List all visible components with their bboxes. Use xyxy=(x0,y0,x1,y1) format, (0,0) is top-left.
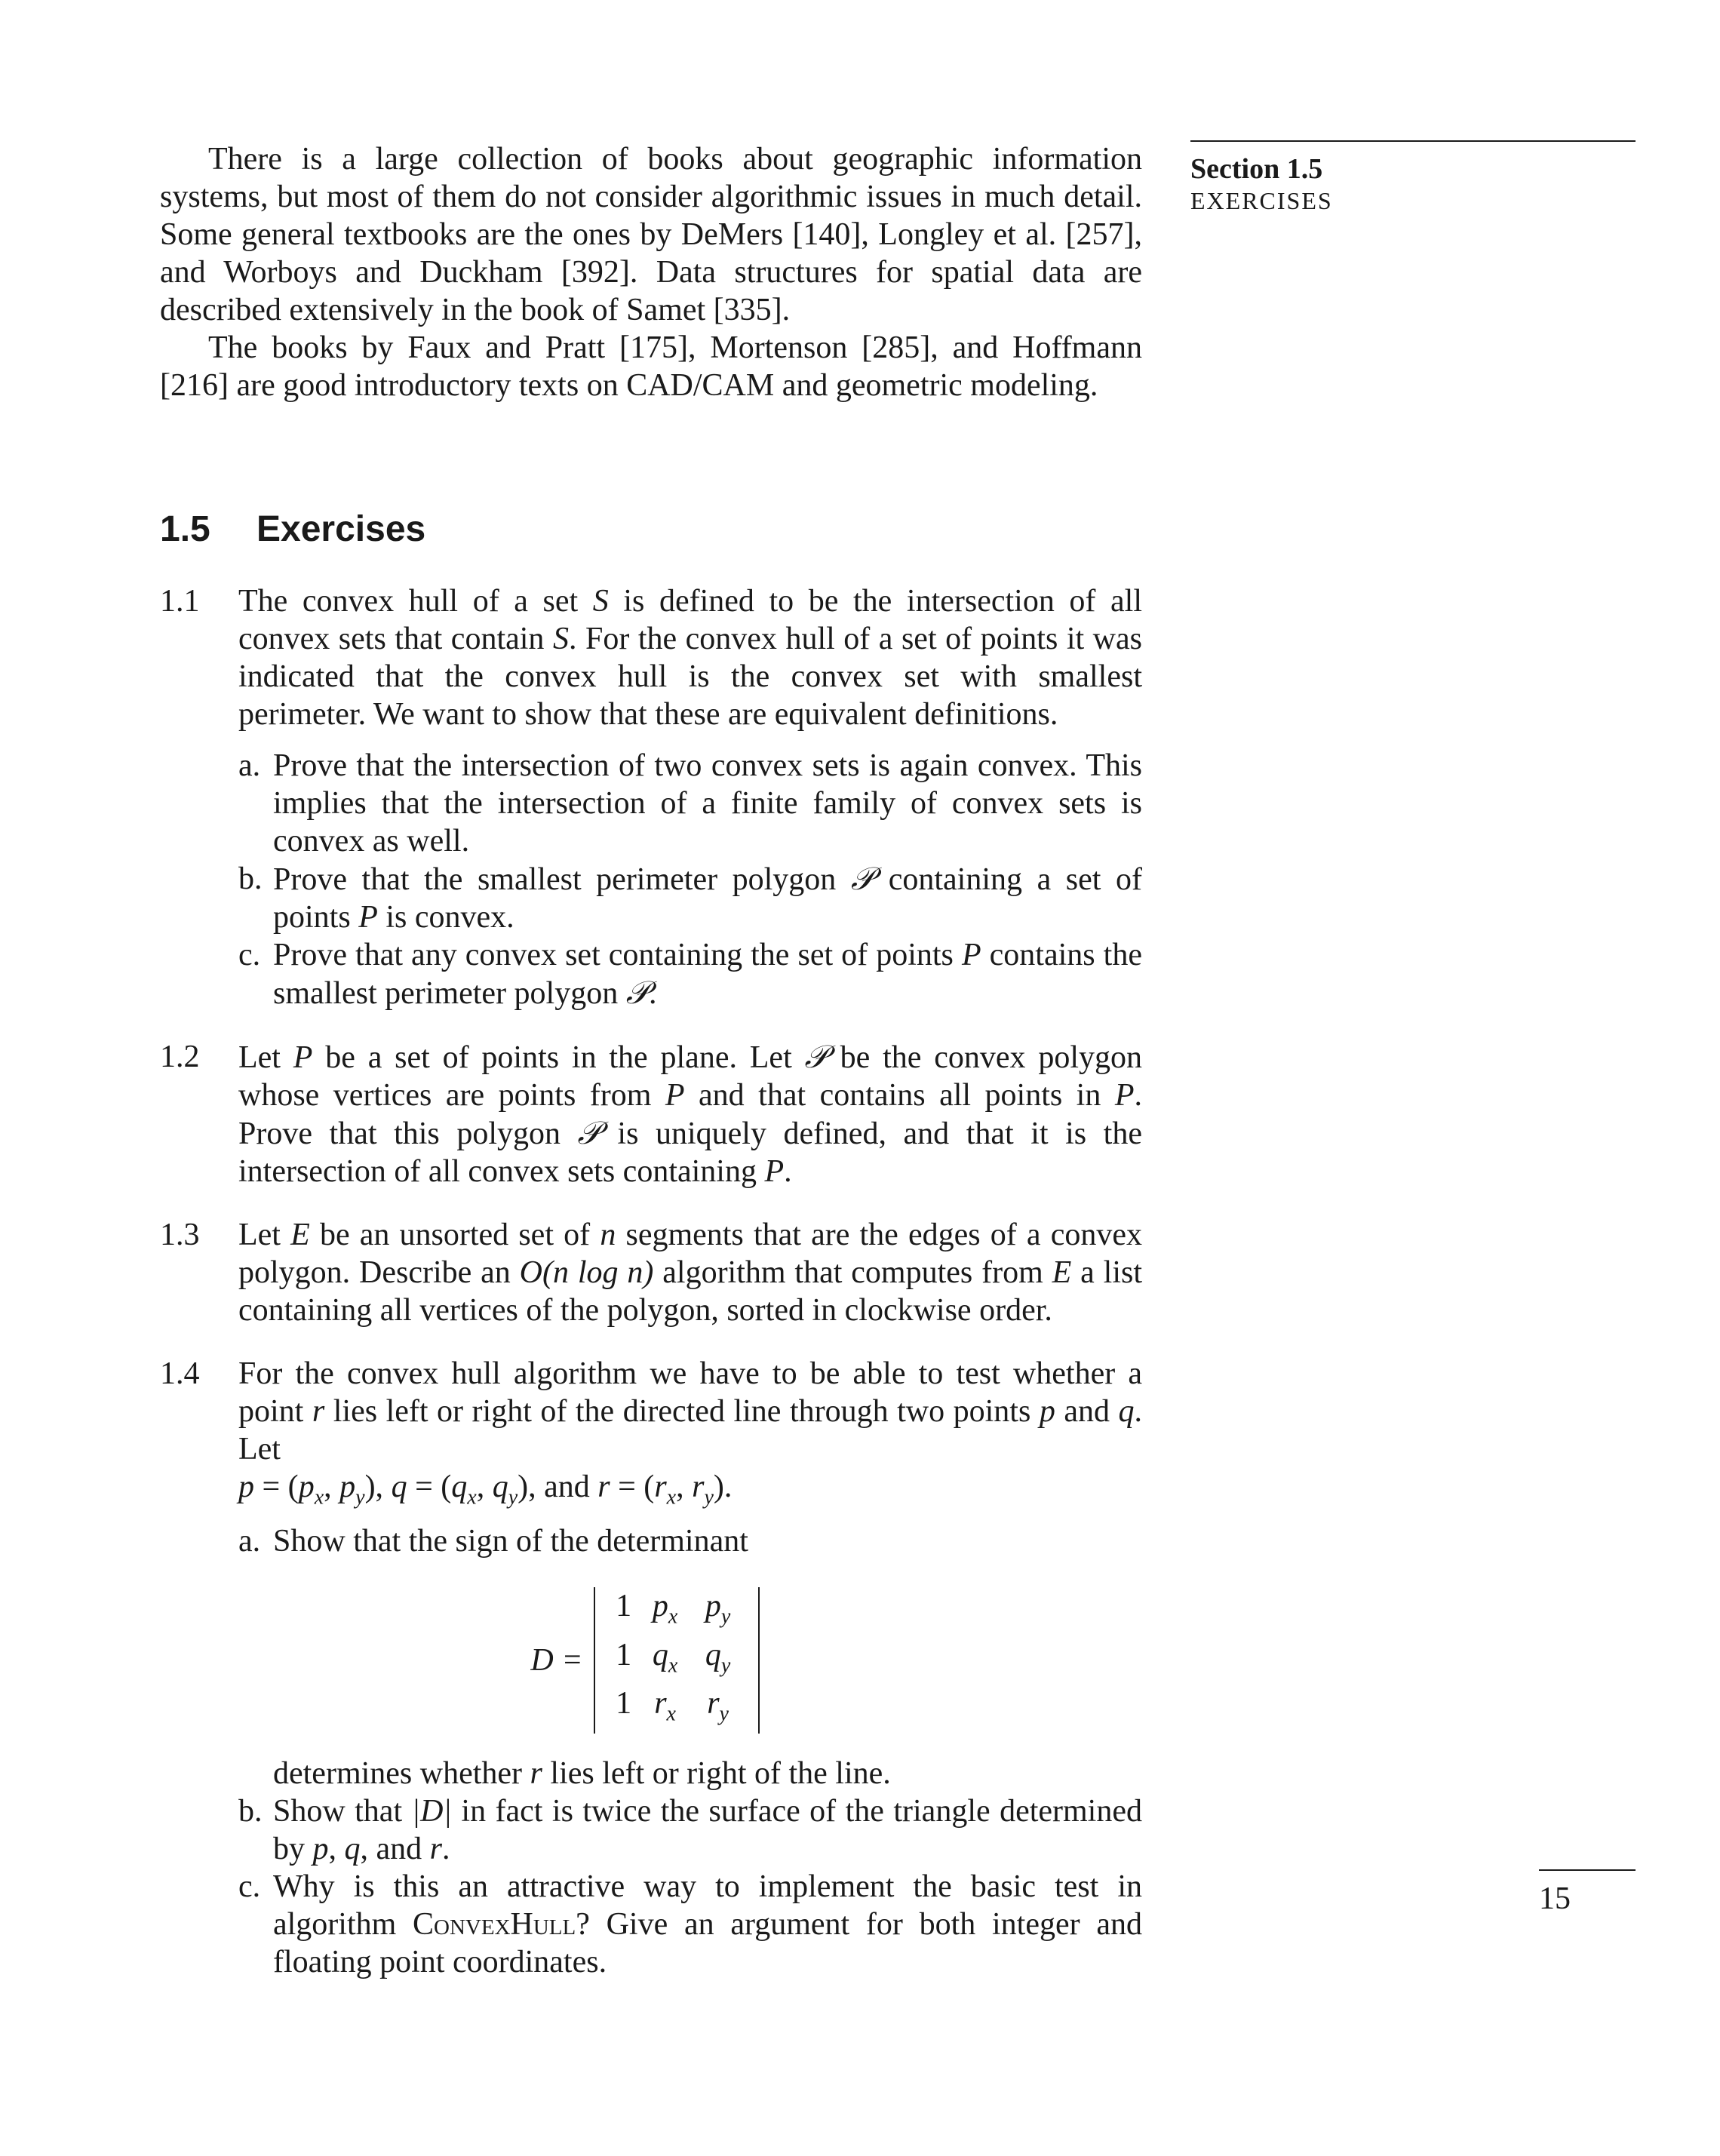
exercise-number: 1.4 xyxy=(160,1356,200,1391)
point-definitions: $p = (p_x$, $p_y$), $q = (q_x$, $q_y$), and $r = (r_x$, $r_y$). xyxy=(238,1470,733,1510)
exercise-statement: For the convex hull algorithm we have to be able to test whether a point r lies left or right of the directed line through two points p and q. Let xyxy=(238,1356,1142,1467)
subpart-b: b. Show that |D| in fact is twice the surface of the triangle determined by p, q, and r. xyxy=(238,1793,1142,1866)
exercise-statement: Let E be an unsorted set of n segments that are the edges of a convex polygon. Describe an O(n log n) algorithm that computes from E a list containing all vertices of the polygon, sorted in clockwise order. xyxy=(238,1218,1143,1328)
section-title: Exercises xyxy=(256,509,426,549)
determinant-matrix: D = 1 $p_x$ $p_y$ 1 $q_x$ $q_y$ 1 $r_x$ $r_y$ xyxy=(148,1587,1142,1733)
exercise-number: 1.3 xyxy=(160,1218,200,1252)
exercise-1-3 xyxy=(160,1216,1142,1329)
subpart-a: a. Prove that the intersection of two convex sets is again convex. This implies that the intersection of a finite family of convex sets is convex as well. xyxy=(238,748,1142,858)
intro-paragraph-1: There is a large collection of books about geographic information systems, but most of them do not consider algorithmic issues in much detail. Some general textbooks are the ones by DeMers [140], Longley et al. [257], and Worboys and Duckham [392]. Data structures for spatial data are described extensively in the book of Samet [335]. xyxy=(160,142,1142,327)
exercise-1-2 xyxy=(160,1038,1142,1190)
main-text-column xyxy=(160,140,1142,2007)
margin-section-label xyxy=(1190,140,1636,216)
exercise-number: 1.1 xyxy=(160,584,200,619)
subpart-c: c. Why is this an attractive way to implement the basic test in algorithm ConvexHull? Give an argument for both integer and floating point coordinates. xyxy=(238,1869,1142,1979)
exercise-1-1 xyxy=(160,582,1142,1012)
subpart-c: c. Prove that any convex set containing the set of points P contains the smallest perimeter polygon 𝒫. xyxy=(238,938,1142,1011)
page-number: 15 xyxy=(1539,1881,1571,1916)
exercise-statement: The convex hull of a set S is defined to be the intersection of all convex sets that contain S. For the convex hull of a set of points it was indicated that the convex hull is the convex set with smallest perimeter. We want to show that these are equivalent definitions. xyxy=(238,584,1142,732)
margin-section-number: Section 1.5 xyxy=(1190,153,1323,185)
subpart-a: a. Show that the sign of the determinant xyxy=(238,1524,748,1559)
margin-section-name: EXERCISES xyxy=(1190,187,1333,214)
intro-paragraph-2: The books by Faux and Pratt [175], Mortenson [285], and Hoffmann [216] are good introductory texts on CAD/CAM and geometric modeling. xyxy=(160,330,1142,403)
page-number-block xyxy=(1539,1869,1636,1918)
matrix-followup: determines whether r lies left or right of the line. xyxy=(273,1755,891,1791)
exercise-statement: Let P be a set of points in the plane. Let 𝒫 be the convex polygon whose vertices are points from P and that contains all points in P. Prove that this polygon 𝒫 is uniquely defined, and that it is the intersection of all convex sets containing P. xyxy=(238,1038,1142,1189)
section-heading xyxy=(160,507,1142,552)
margin-rule xyxy=(1190,140,1636,142)
matrix-lhs: D = xyxy=(530,1642,583,1678)
exercise-1-4 xyxy=(160,1355,1142,1981)
section-number: 1.5 xyxy=(160,509,210,549)
page-number-rule xyxy=(1539,1869,1636,1871)
exercise-number: 1.2 xyxy=(160,1040,200,1074)
algorithm-name: ConvexHull xyxy=(413,1906,576,1942)
subpart-b: b. Prove that the smallest perimeter polygon 𝒫 containing a set of points P is convex. xyxy=(238,860,1142,935)
